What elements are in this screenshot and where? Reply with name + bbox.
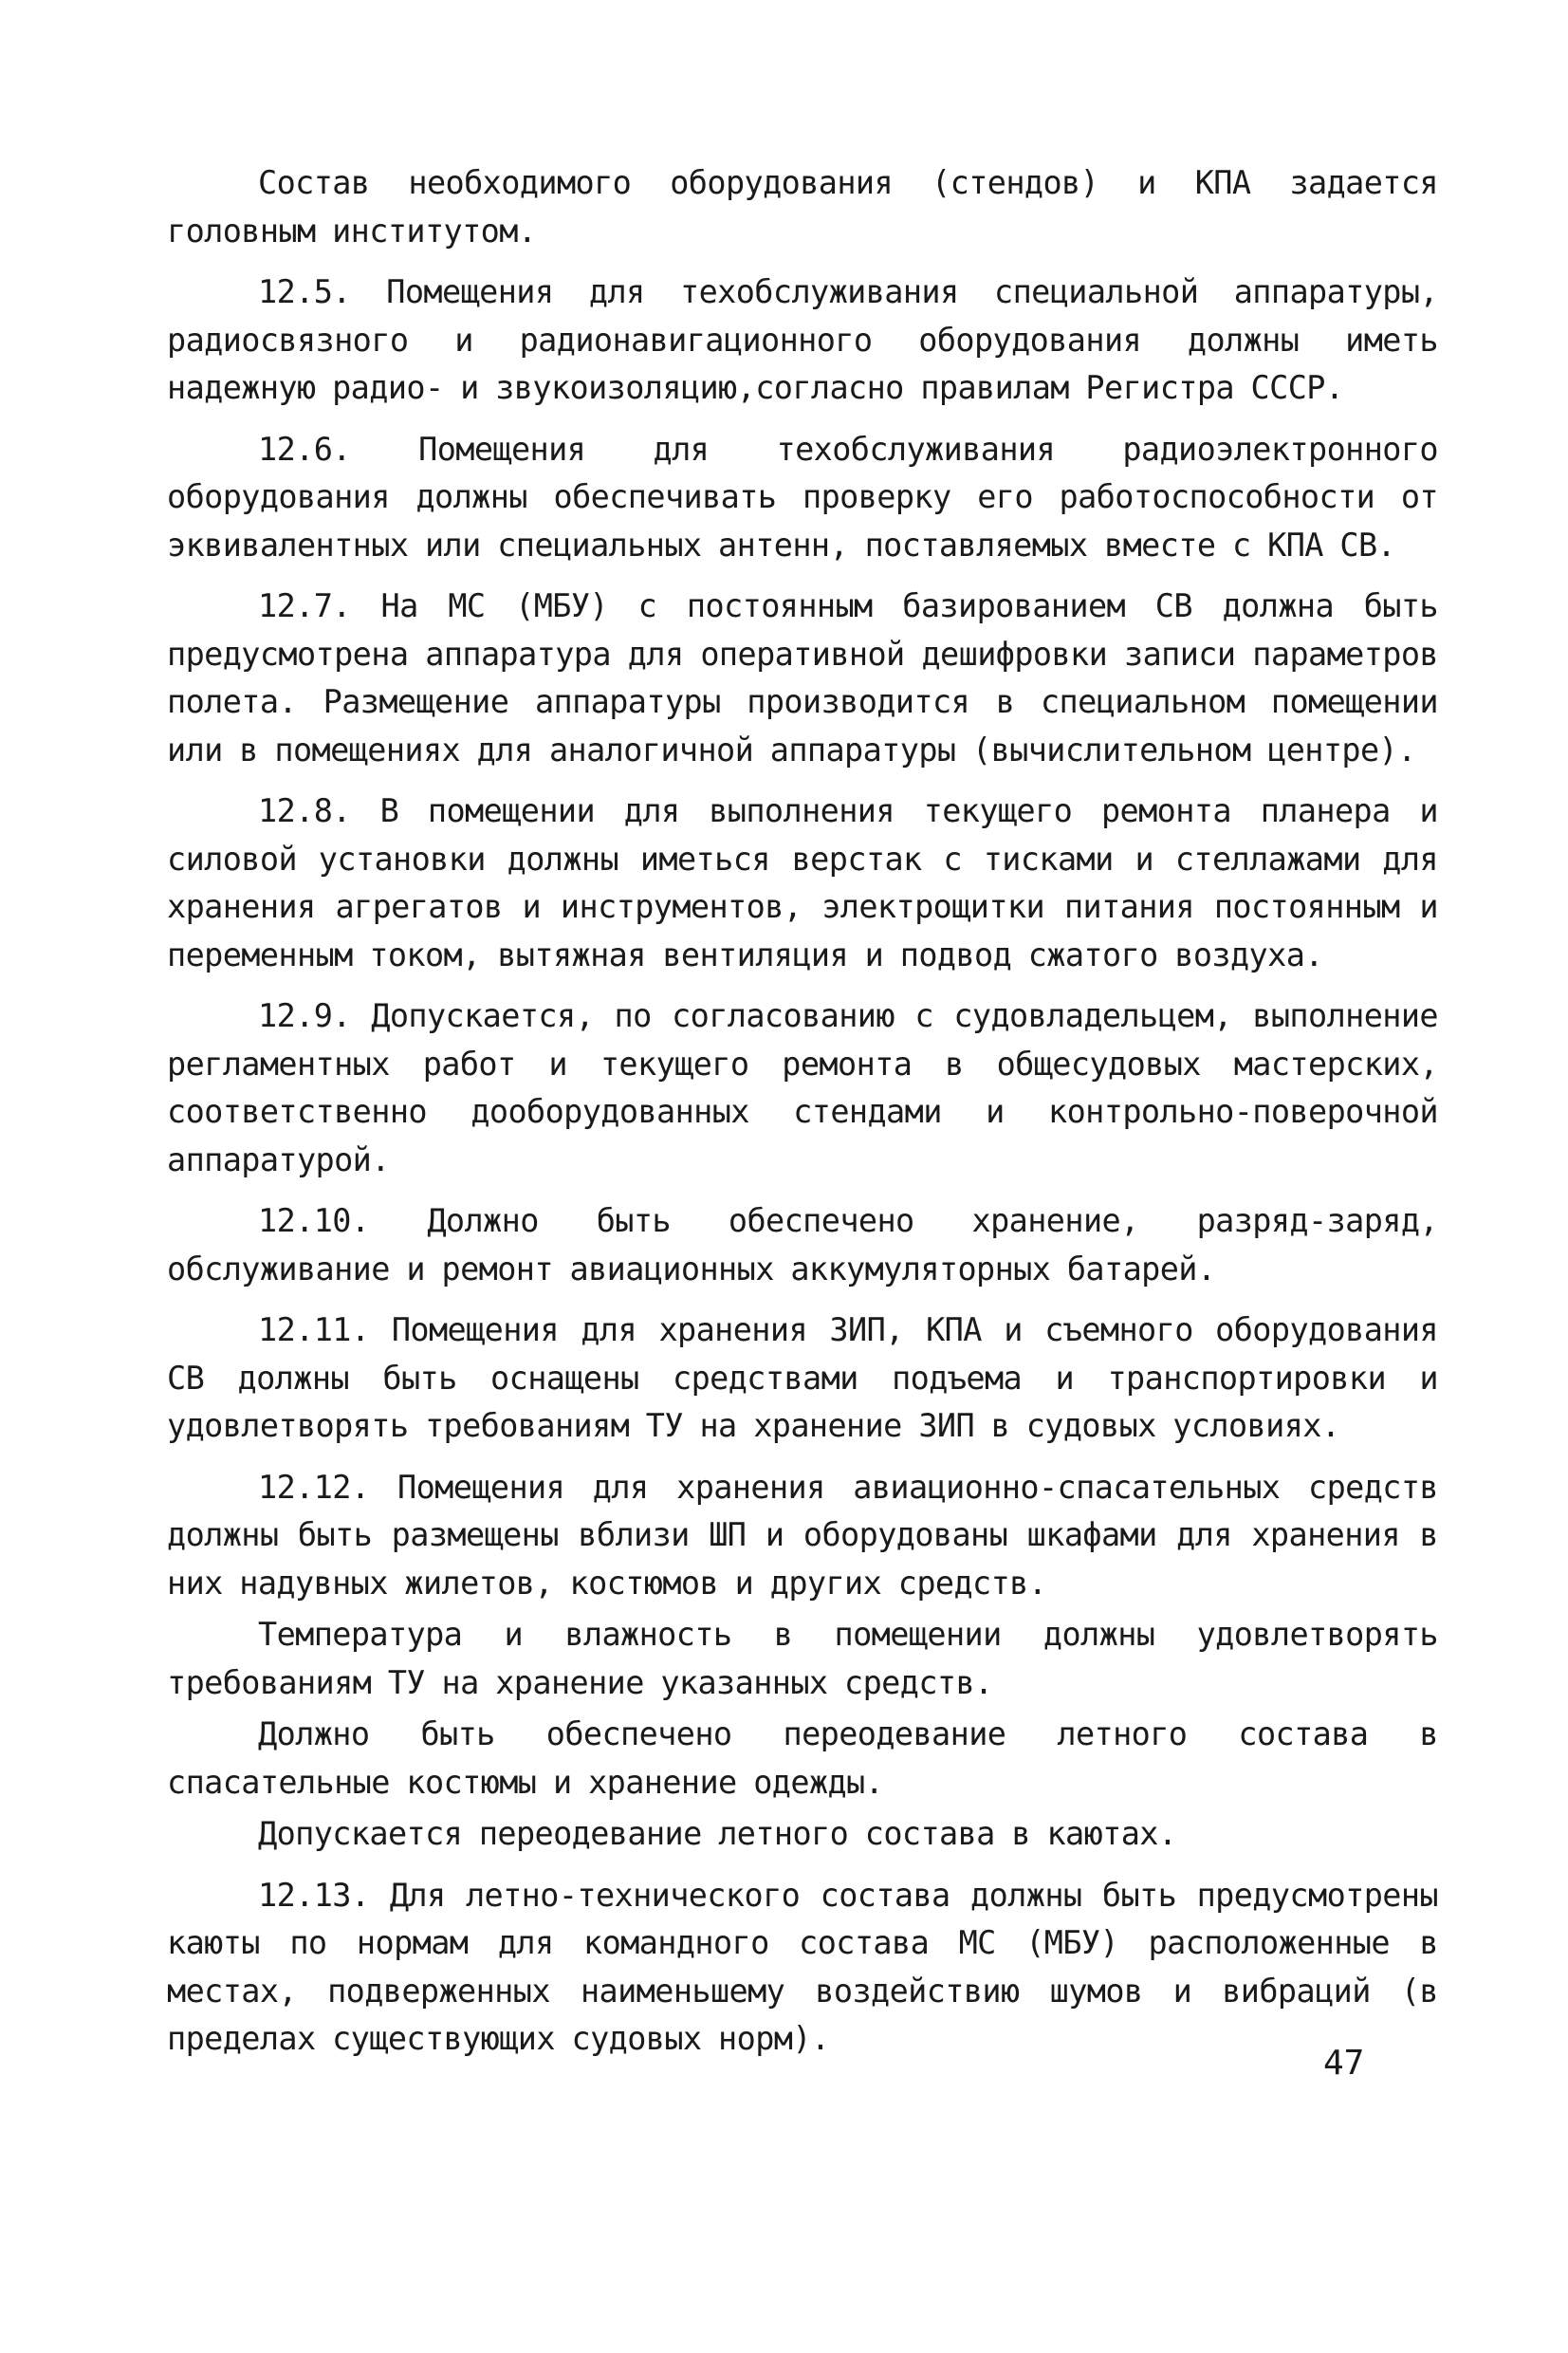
paragraph-changing-in-cabins: Допускается переодевание летного состава в каютах. (258, 1815, 1177, 1852)
paragraph-12-13: 12.13. Для летно-технического состава должны быть предусмотрены каюты по нормам для командного состава МС (МБУ) расположенные в местах, подверженных наименьшему воздействию шумов и вибраций (в пределах существующих судовых норм). (167, 1876, 1438, 2057)
paragraph-12-11: 12.11. Помещения для хранения ЗИП, КПА и съемного оборудования СВ должны быть оснащены средствами подъема и транспортировки и удовлетворять требованиям ТУ на хранение ЗИП в судовых условиях. (167, 1311, 1438, 1444)
page-number: 47 (1323, 2044, 1365, 2083)
paragraph-12-9: 12.9. Допускается, по согласованию с судовладельцем, выполнение регламентных работ и текущего ремонта в общесудовых мастерских, соответственно дооборудованных стендами и контрольно-поверочной аппаратурой. (167, 997, 1438, 1178)
paragraph-12-6: 12.6. Помещения для техобслуживания радиоэлектронного оборудования должны обеспечивать проверку его работоспособности от эквивалентных или специальных антенн, поставляемых вместе с КПА СВ. (167, 430, 1438, 564)
paragraph-changing-clothes: Должно быть обеспечено переодевание летного состава в спасательные костюмы и хранение одежды. (167, 1715, 1438, 1801)
paragraph-12-5: 12.5. Помещения для техобслуживания специальной аппаратуры, радиосвязного и радионавигационного оборудования должны иметь надежную радио- и звукоизоляцию,согласно правилам Регистра СССР. (167, 273, 1438, 406)
paragraph-12-8: 12.8. В помещении для выполнения текущего ремонта планера и силовой установки должны иметься верстак с тисками и стеллажами для хранения агрегатов и инструментов, электрощитки питания постоянным и переменным током, вытяжная вентиляция и подвод сжатого воздуха. (167, 792, 1438, 973)
document-body (167, 159, 1438, 2064)
paragraph-12-10: 12.10. Должно быть обеспечено хранение, разряд-заряд, обслуживание и ремонт авиационных аккумуляторных батарей. (167, 1202, 1438, 1288)
paragraph-equipment-composition: Состав необходимого оборудования (стендов) и КПА задается головным институтом. (167, 164, 1438, 250)
paragraph-temperature: Температура и влажность в помещении должны удовлетворять требованиям ТУ на хранение указанных средств. (167, 1616, 1438, 1701)
paragraph-12-7: 12.7. На МС (МБУ) с постоянным базированием СВ должна быть предусмотрена аппаратура для оперативной дешифровки записи параметров полета. Размещение аппаратуры производится в специальном помещении или в помещениях для аналогичной аппаратуры (вычислительном центре). (167, 587, 1438, 769)
paragraph-12-12: 12.12. Помещения для хранения авиационно-спасательных средств должны быть размещены вблизи ШП и оборудованы шкафами для хранения в них надувных жилетов, костюмов и других средств. (167, 1468, 1438, 1602)
